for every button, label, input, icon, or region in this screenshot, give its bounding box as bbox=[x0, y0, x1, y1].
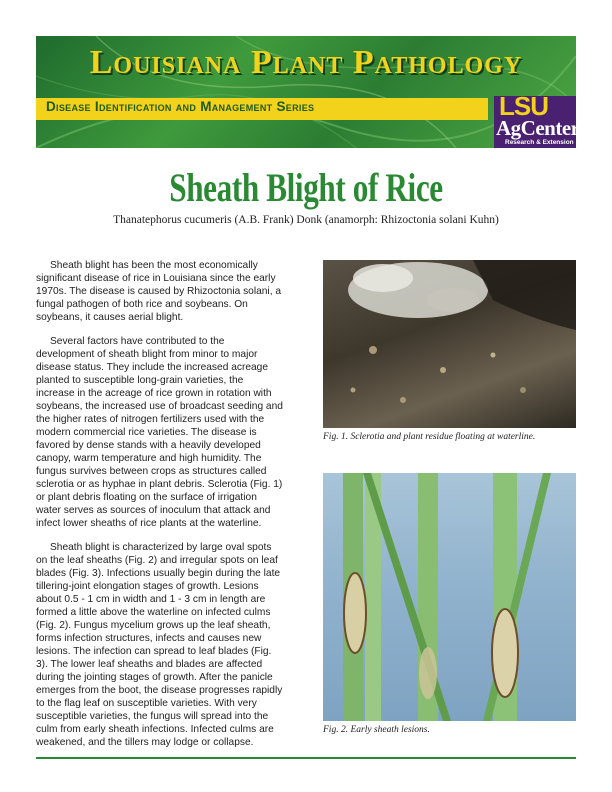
logo-lsu: LSU bbox=[499, 91, 548, 121]
logo-research: Research & Extension bbox=[505, 139, 574, 146]
figure-1-caption: Fig. 1. Sclerotia and plant residue floating at waterline. bbox=[323, 432, 536, 442]
banner-title: Louisiana Plant Pathology bbox=[89, 44, 523, 81]
figure-1-photo bbox=[323, 260, 576, 428]
page-subtitle: Thanatephorus cucumeris (A.B. Frank) Donk (anamorph: Rhizoctonia solani Kuhn) bbox=[113, 214, 499, 226]
paragraph: Several factors have contributed to the development of sheath blight from minor to major disease status. They include the increased acreage planted to susceptible long-grain varieties, the increase in the acreage of rice grown in rotation with soybeans, the increased use of broadcast seeding and the higher rates of nitrogen fertilizers used with the modern commercial rice varieties. The disease is favored by dense stands with a heavily developed canopy, warm temperature and high humidity. The fungus survives between crops as structures called sclerotia or as hyphae in plant debris. Sclerotia (Fig. 1) or plant debris floating on the surface of irrigation water serves as sources of inoculum that attack and infect lower sheaths of rice plants at the waterline. bbox=[36, 336, 283, 529]
figure-2-photo bbox=[323, 473, 576, 721]
footer-rule bbox=[36, 757, 576, 759]
figure-2-caption: Fig. 2. Early sheath lesions. bbox=[323, 725, 430, 735]
paragraph: Sheath blight is characterized by large oval spots on the leaf sheaths (Fig. 2) and irregular spots on leaf blades (Fig. 3). Infections usually begin during the late tillering-joint elongation stages of growth. Lesions about 0.5 - 1 cm in width and 1 - 3 cm in length are formed a little above the waterline on infected culms (Fig. 2). Fungus mycelium grows up the leaf sheath, forms infection structures, infects and causes new lesions. The infection can spread to leaf blades (Fig. 3). The lower leaf sheaths and blades are affected during the jointing stages of growth. After the panicle emerges from the boot, the disease progresses rapidly to the flag leaf on susceptible varieties. With very susceptible varieties, the fungus will spread into the culm from early sheath infections. Infected culms are weakened, and the tillers may lodge or collapse. bbox=[36, 542, 283, 748]
logo-agcenter: AgCenter bbox=[496, 116, 580, 140]
series-name: Disease Identification and Management Series bbox=[46, 99, 315, 114]
paragraph: Sheath blight has been the most economically significant disease of rice in Louisiana since the early 1970s. The disease is caused by Rhizoctonia solani, a fungal pathogen of both rice and soybeans. On soybeans, it causes aerial blight. bbox=[36, 260, 282, 323]
article-body bbox=[36, 259, 284, 760]
page-title: Sheath Blight of Rice bbox=[169, 165, 443, 210]
